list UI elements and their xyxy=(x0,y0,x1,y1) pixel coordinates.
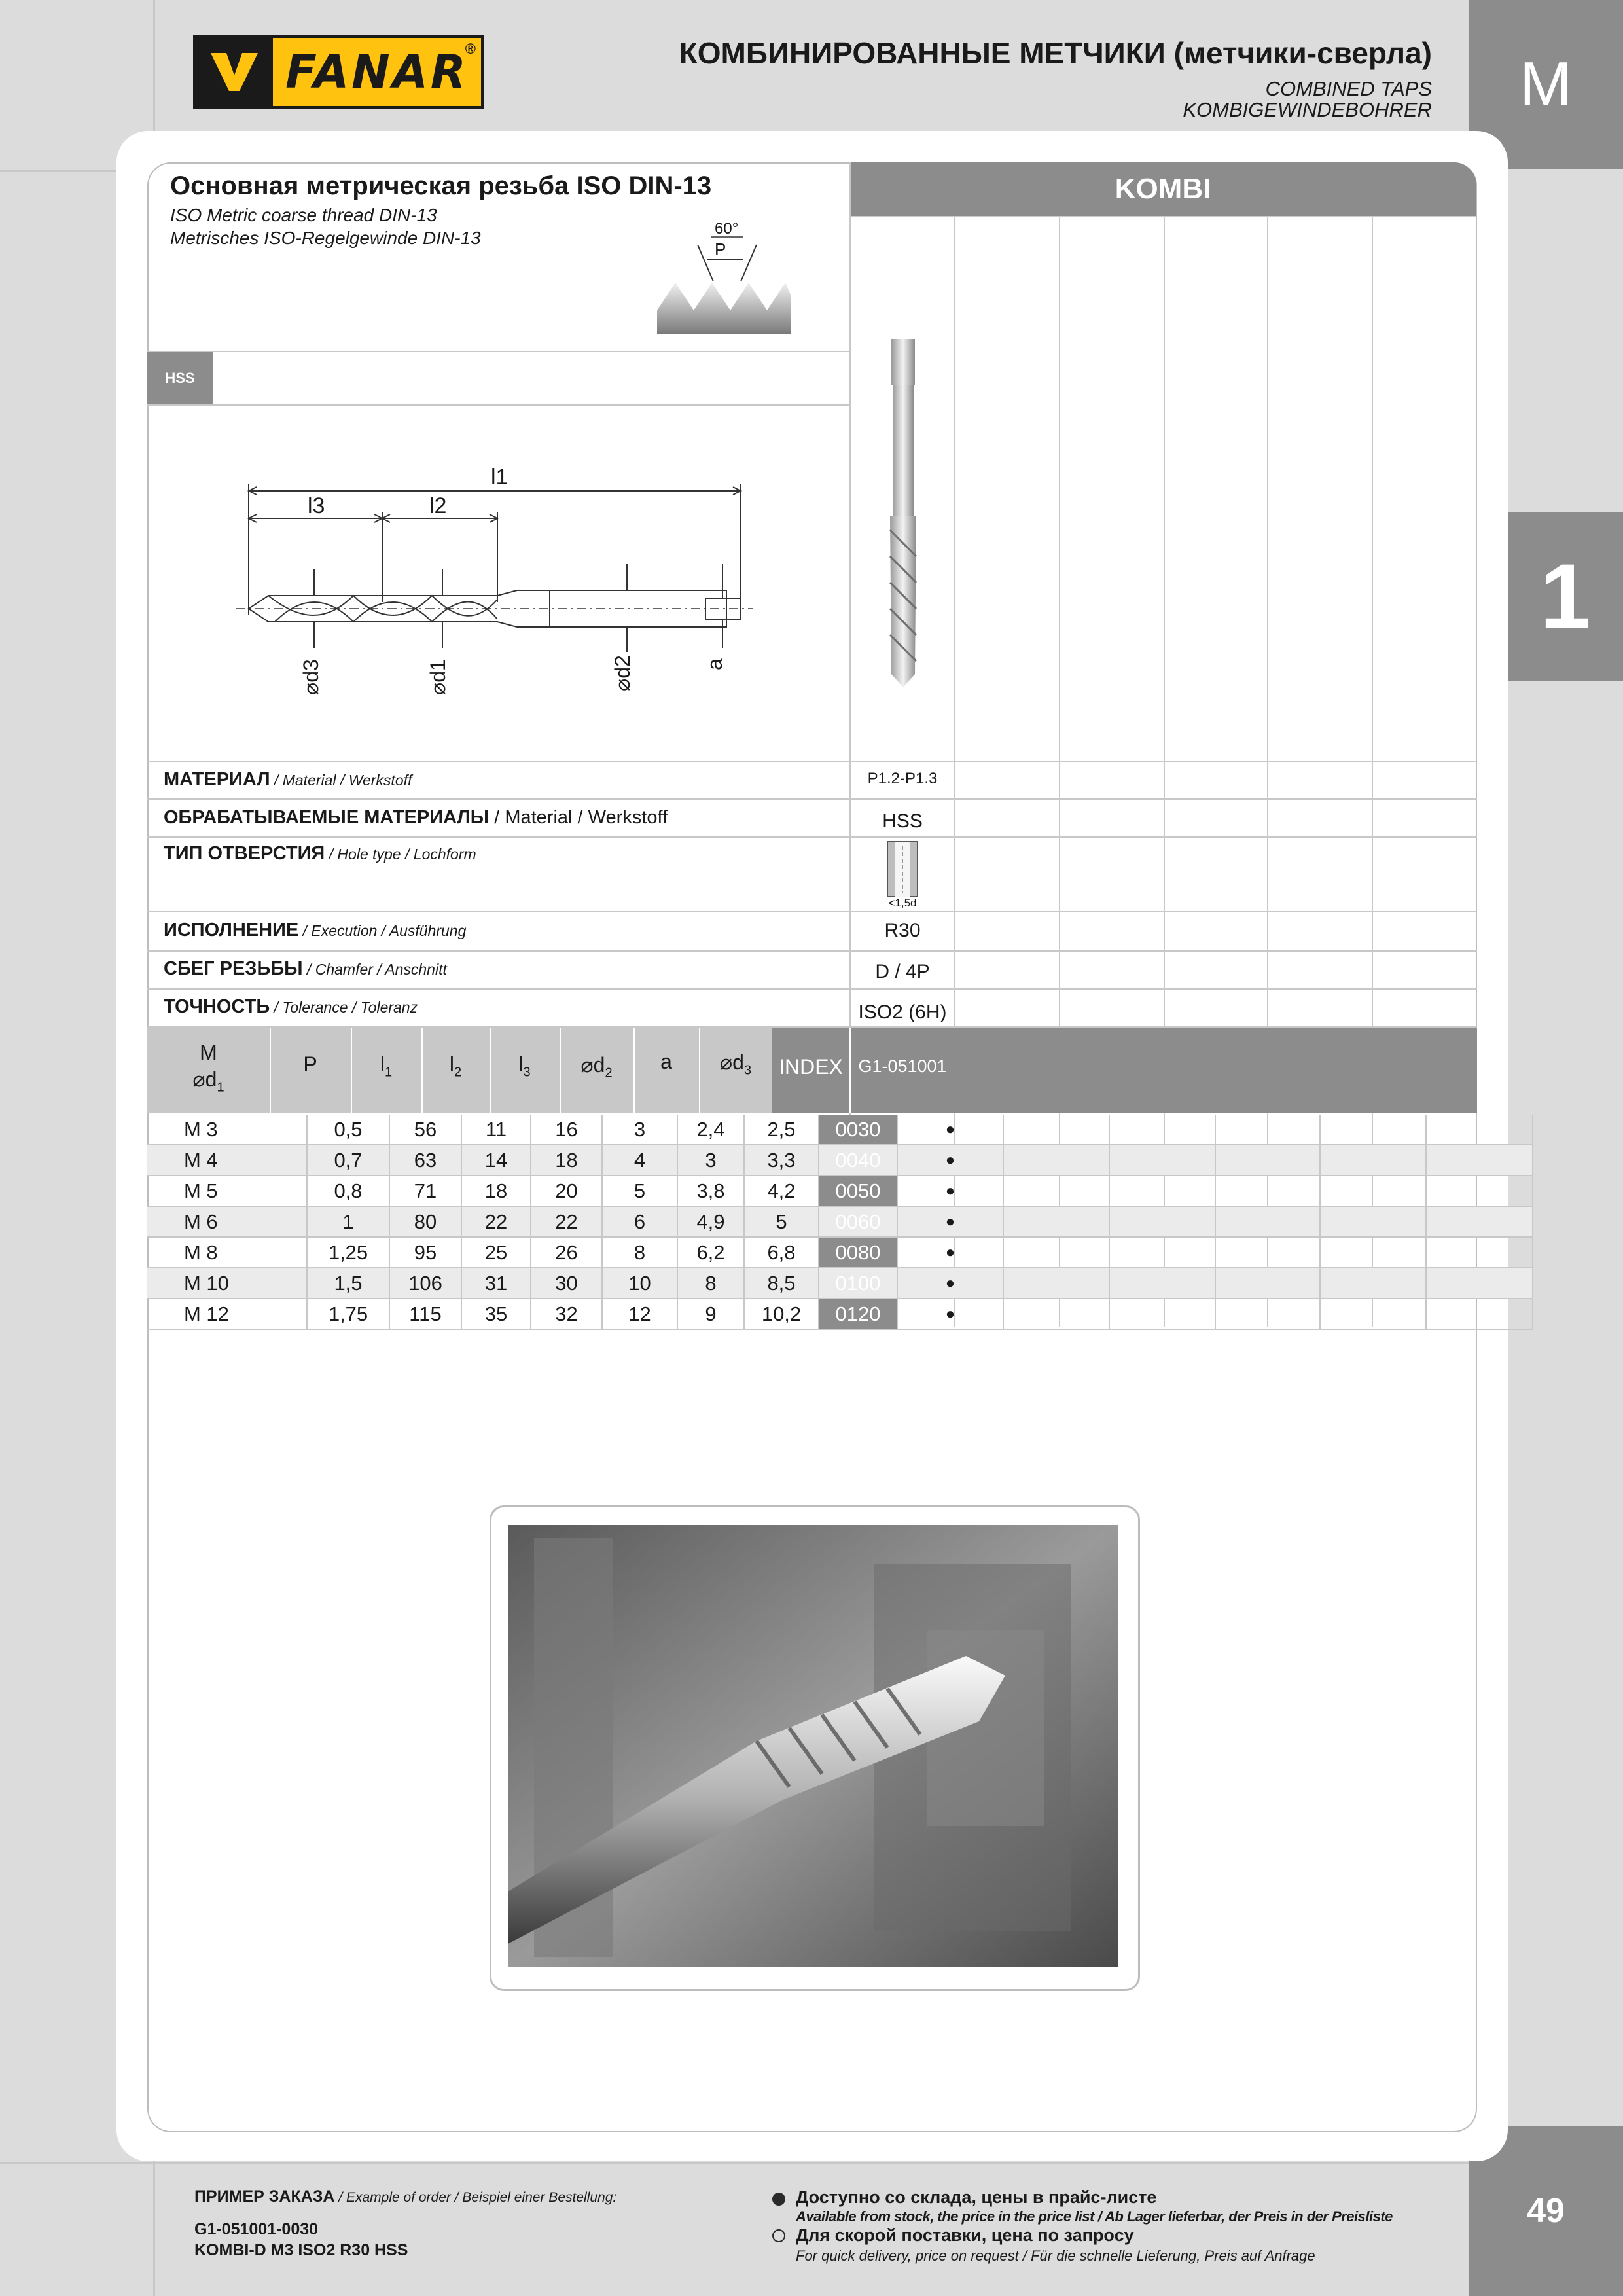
prop-label-execution: ИСПОЛНЕНИЕ / Execution / Ausführung xyxy=(164,920,467,941)
th-l3: $l_3$ xyxy=(518,1052,531,1080)
empty-cell xyxy=(1003,1268,1109,1299)
empty-cell xyxy=(1003,1206,1109,1237)
dim-d2: ⌀d2 xyxy=(611,655,634,691)
section-tab[interactable]: M xyxy=(1469,0,1623,169)
cell-l2: 35 xyxy=(461,1299,531,1329)
cell-d3: 5 xyxy=(744,1206,819,1237)
size-table xyxy=(147,1115,1533,1330)
fanar-logo xyxy=(193,35,484,109)
prop-value-execution: R30 xyxy=(884,920,921,941)
cell-l3: 30 xyxy=(531,1268,602,1299)
stock-dot-icon: ● xyxy=(897,1268,1003,1299)
cell-p: 1,25 xyxy=(307,1237,389,1268)
cell-m: M 3 xyxy=(147,1115,307,1145)
cell-l2: 11 xyxy=(461,1115,531,1145)
order-example-title: ПРИМЕР ЗАКАЗА / Example of order / Beispiel einer Bestellung: xyxy=(194,2187,617,2206)
order-example-desc: KOMBI-D M3 ISO2 R30 HSS xyxy=(194,2241,408,2259)
stock-dot-icon: ● xyxy=(897,1175,1003,1206)
empty-cell xyxy=(1320,1268,1426,1299)
order-example-code: G1-051001-0030 xyxy=(194,2220,319,2238)
cell-l1: 71 xyxy=(389,1175,461,1206)
table-row xyxy=(147,1206,1533,1237)
cell-a: 2,4 xyxy=(677,1115,744,1145)
th-article-code: G1-051001 xyxy=(858,1056,947,1076)
cell-d3: 4,2 xyxy=(744,1175,819,1206)
cell-index[interactable]: 0100 xyxy=(819,1268,897,1299)
cell-d3: 10,2 xyxy=(744,1299,819,1329)
dim-a: a xyxy=(703,658,726,670)
grid-line xyxy=(147,950,1477,952)
stock-dot-icon: ● xyxy=(897,1299,1003,1329)
cell-index[interactable]: 0120 xyxy=(819,1299,897,1329)
logo-registered: ® xyxy=(465,41,476,57)
legend-on-request-sub: For quick delivery, price on request / Für die schnelle Lieferung, Preis auf Anfrage xyxy=(796,2248,1315,2264)
kombi-tap-image xyxy=(883,334,923,690)
empty-cell xyxy=(1109,1206,1215,1237)
th-p: P xyxy=(303,1052,317,1076)
empty-cell xyxy=(1426,1299,1533,1329)
empty-cell xyxy=(1109,1115,1215,1145)
on-request-icon xyxy=(772,2229,785,2242)
page-title-en: COMBINED TAPS xyxy=(1265,77,1432,100)
empty-cell xyxy=(1003,1115,1109,1145)
kombi-column-header: KOMBI xyxy=(849,162,1476,216)
table-row xyxy=(147,1145,1533,1175)
cell-index[interactable]: 0080 xyxy=(819,1237,897,1268)
grid-line xyxy=(147,911,1477,912)
stock-dot-icon: ● xyxy=(897,1237,1003,1268)
cell-d2: 6 xyxy=(602,1206,677,1237)
cell-l1: 63 xyxy=(389,1145,461,1175)
empty-cell xyxy=(1109,1175,1215,1206)
logo-wordmark: FANAR xyxy=(285,45,469,99)
cell-p: 0,8 xyxy=(307,1175,389,1206)
empty-cell xyxy=(1320,1145,1426,1175)
cell-l2: 18 xyxy=(461,1175,531,1206)
empty-cell xyxy=(1215,1115,1320,1145)
th-d3: $⌀d_3$ xyxy=(719,1050,752,1078)
cell-l3: 18 xyxy=(531,1145,602,1175)
cell-a: 3 xyxy=(677,1145,744,1175)
grid-line xyxy=(147,988,1477,990)
empty-cell xyxy=(1426,1237,1533,1268)
empty-cell xyxy=(1109,1268,1215,1299)
prop-label-chamfer: СБЕГ РЕЗЬБЫ / Chamfer / Anschnitt xyxy=(164,958,447,979)
grid-line xyxy=(147,404,849,406)
th-d2: $⌀d_2$ xyxy=(580,1053,613,1081)
blind-hole-icon xyxy=(886,840,919,898)
dim-d1: ⌀d1 xyxy=(426,659,450,695)
table-row xyxy=(147,1299,1533,1329)
cell-p: 0,7 xyxy=(307,1145,389,1175)
table-row xyxy=(147,1237,1533,1268)
cell-m: M 12 xyxy=(147,1299,307,1329)
thread-title-de: Metrisches ISO-Regelgewinde DIN-13 xyxy=(170,228,481,248)
cell-l2: 31 xyxy=(461,1268,531,1299)
table-row xyxy=(147,1115,1533,1145)
product-photo xyxy=(508,1525,1118,1967)
cell-a: 4,9 xyxy=(677,1206,744,1237)
empty-cell xyxy=(1215,1175,1320,1206)
empty-cell xyxy=(1215,1299,1320,1329)
cell-index[interactable]: 0040 xyxy=(819,1145,897,1175)
th-a: a xyxy=(660,1050,672,1073)
cell-l3: 32 xyxy=(531,1299,602,1329)
empty-cell xyxy=(1109,1145,1215,1175)
cell-a: 3,8 xyxy=(677,1175,744,1206)
cell-d2: 4 xyxy=(602,1145,677,1175)
cell-m: M 6 xyxy=(147,1206,307,1237)
table-row xyxy=(147,1175,1533,1206)
th-index: INDEX xyxy=(779,1055,843,1079)
cell-index[interactable]: 0060 xyxy=(819,1206,897,1237)
thread-angle-label: 60° xyxy=(715,220,739,238)
prop-label-tolerance: ТОЧНОСТЬ / Tolerance / Toleranz xyxy=(164,996,418,1017)
cell-a: 8 xyxy=(677,1268,744,1299)
cell-p: 1 xyxy=(307,1206,389,1237)
dim-l2: l2 xyxy=(429,493,447,518)
prop-value-material: P1.2-P1.3 xyxy=(867,770,938,787)
cell-d3: 8,5 xyxy=(744,1268,819,1299)
cell-d3: 2,5 xyxy=(744,1115,819,1145)
stock-dot-icon: ● xyxy=(897,1206,1003,1237)
empty-cell xyxy=(1215,1268,1320,1299)
grid-line xyxy=(147,761,1477,762)
dim-l1: l1 xyxy=(491,465,508,490)
empty-cell xyxy=(1215,1206,1320,1237)
cell-l3: 22 xyxy=(531,1206,602,1237)
cell-index[interactable]: 0050 xyxy=(819,1175,897,1206)
empty-cell xyxy=(1003,1145,1109,1175)
dim-d3: ⌀d3 xyxy=(299,659,323,695)
grid-line xyxy=(147,351,849,352)
hss-badge: HSS xyxy=(147,352,213,404)
empty-cell xyxy=(1320,1115,1426,1145)
stock-dot-icon: ● xyxy=(897,1145,1003,1175)
page-title-ru: КОМБИНИРОВАННЫЕ МЕТЧИКИ (метчики-сверла) xyxy=(679,36,1432,70)
empty-cell xyxy=(1426,1175,1533,1206)
cell-l1: 56 xyxy=(389,1115,461,1145)
stock-dot-icon: ● xyxy=(897,1115,1003,1145)
empty-cell xyxy=(1426,1145,1533,1175)
empty-cell xyxy=(1320,1175,1426,1206)
in-stock-icon xyxy=(772,2193,785,2206)
cell-d2: 8 xyxy=(602,1237,677,1268)
th-l1: $l_1$ xyxy=(380,1052,393,1080)
prop-value-chamfer: D / 4P xyxy=(875,961,930,982)
prop-label-hole-type: ТИП ОТВЕРСТИЯ / Hole type / Lochform xyxy=(164,843,476,864)
th-d1: $⌀d_1$ xyxy=(192,1067,224,1095)
cell-m: M 10 xyxy=(147,1268,307,1299)
empty-cell xyxy=(1320,1237,1426,1268)
cell-l2: 25 xyxy=(461,1237,531,1268)
table-row xyxy=(147,1268,1533,1299)
empty-cell xyxy=(1426,1206,1533,1237)
empty-cell xyxy=(1003,1237,1109,1268)
empty-cell xyxy=(1109,1237,1215,1268)
empty-cell xyxy=(1320,1206,1426,1237)
th-m: M xyxy=(200,1041,217,1064)
cell-d3: 6,8 xyxy=(744,1237,819,1268)
empty-cell xyxy=(1003,1175,1109,1206)
cell-p: 1,5 xyxy=(307,1268,389,1299)
empty-cell xyxy=(1320,1299,1426,1329)
page-title-de: KOMBIGEWINDEBOHRER xyxy=(1183,98,1432,121)
logo-v-icon xyxy=(196,38,273,106)
empty-cell xyxy=(1215,1145,1320,1175)
cell-m: M 8 xyxy=(147,1237,307,1268)
prop-value-hole-type: <1,5d xyxy=(888,897,917,909)
cell-p: 0,5 xyxy=(307,1115,389,1145)
empty-cell xyxy=(1215,1237,1320,1268)
cell-l3: 20 xyxy=(531,1175,602,1206)
cell-l2: 14 xyxy=(461,1145,531,1175)
cell-d3: 3,3 xyxy=(744,1145,819,1175)
empty-cell xyxy=(1003,1299,1109,1329)
cell-index[interactable]: 0030 xyxy=(819,1115,897,1145)
prop-value-tolerance: ISO2 (6H) xyxy=(858,1001,947,1023)
cell-d2: 10 xyxy=(602,1268,677,1299)
cell-m: M 4 xyxy=(147,1145,307,1175)
prop-value-workpiece: HSS xyxy=(882,810,923,832)
legend-in-stock: Доступно со склада, цены в прайс-листе xyxy=(796,2187,1157,2207)
cell-d2: 5 xyxy=(602,1175,677,1206)
thread-title-ru: Основная метрическая резьба ISO DIN-13 xyxy=(170,171,712,200)
cell-l2: 22 xyxy=(461,1206,531,1237)
grid-line xyxy=(849,216,1476,217)
prop-label-workpiece: ОБРАБАТЫВАЕМЫЕ МАТЕРИАЛЫ / Material / Werkstoff xyxy=(164,807,668,828)
cell-a: 6,2 xyxy=(677,1237,744,1268)
cell-l1: 115 xyxy=(389,1299,461,1329)
thread-title-en: ISO Metric coarse thread DIN-13 xyxy=(170,205,437,225)
empty-cell xyxy=(1109,1299,1215,1329)
legend-in-stock-sub: Available from stock, the price in the price list / Ab Lager lieferbar, der Preis in der Preisliste xyxy=(796,2208,1393,2225)
cell-l3: 16 xyxy=(531,1115,602,1145)
cell-d2: 3 xyxy=(602,1115,677,1145)
legend-on-request: Для скорой поставки, цена по запросу xyxy=(796,2225,1134,2245)
cell-l1: 106 xyxy=(389,1268,461,1299)
grid-line xyxy=(147,836,1477,838)
cell-p: 1,75 xyxy=(307,1299,389,1329)
prop-label-material: МАТЕРИАЛ / Material / Werkstoff xyxy=(164,769,412,790)
th-l2: $l_2$ xyxy=(449,1052,462,1080)
dim-l3: l3 xyxy=(308,493,325,518)
cell-m: M 5 xyxy=(147,1175,307,1206)
cell-d2: 12 xyxy=(602,1299,677,1329)
empty-cell xyxy=(1426,1268,1533,1299)
grid-line xyxy=(147,798,1477,800)
empty-cell xyxy=(1426,1115,1533,1145)
cell-a: 9 xyxy=(677,1299,744,1329)
frame-line xyxy=(0,2162,1623,2164)
cell-l1: 80 xyxy=(389,1206,461,1237)
page-number: 49 xyxy=(1469,2126,1623,2296)
thread-pitch-label: P xyxy=(715,240,726,259)
cell-l1: 95 xyxy=(389,1237,461,1268)
cell-l3: 26 xyxy=(531,1237,602,1268)
chapter-tab[interactable]: 1 xyxy=(1508,512,1623,681)
